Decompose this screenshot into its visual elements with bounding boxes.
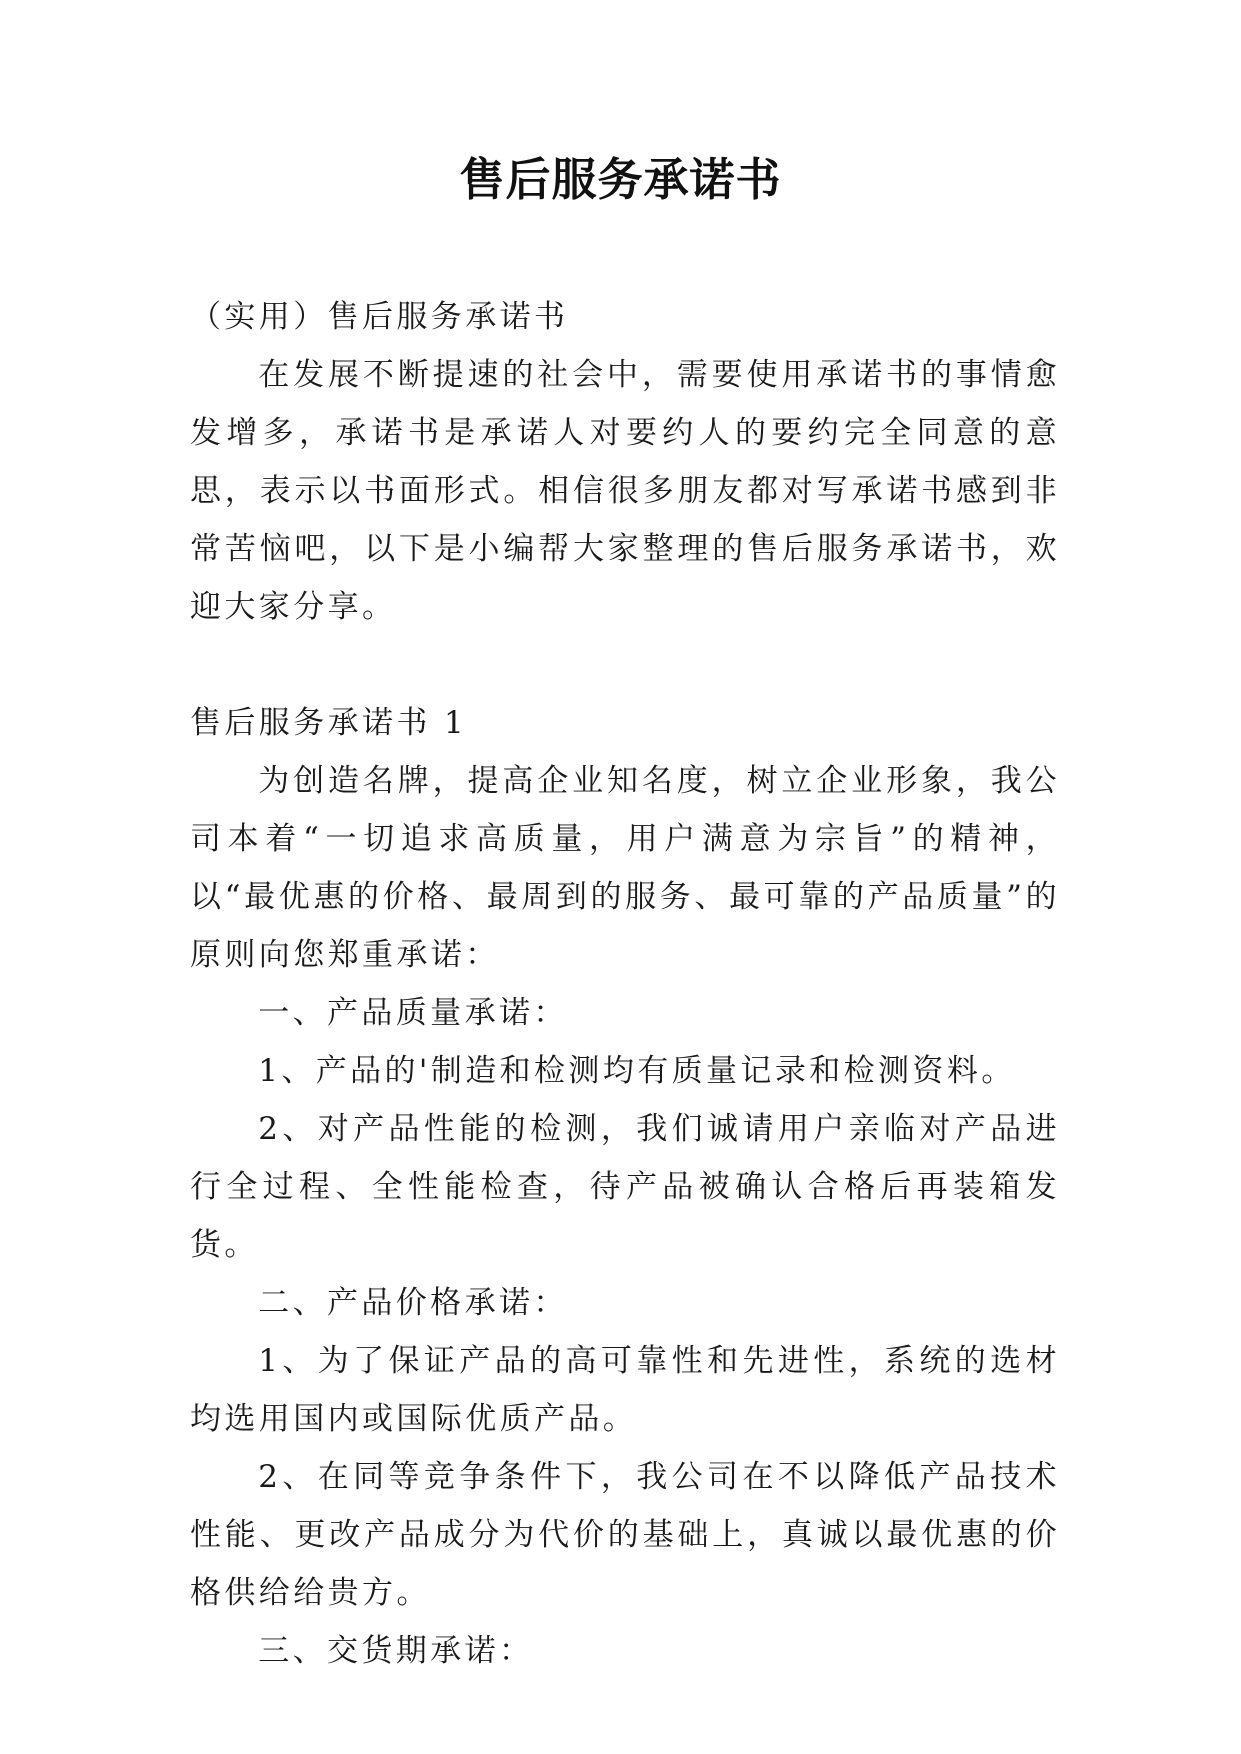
price-item-1: 1、为了保证产品的高可靠性和先进性，系统的选材均选用国内或国际优质产品。 (190, 1343, 1060, 1437)
price-heading: 二、产品价格承诺： (258, 1285, 568, 1321)
quality-item-2: 2、对产品性能的检测，我们诚请用户亲临对产品进行全过程、全性能检查，待产品被确认合格后再装箱发货。 (190, 1111, 1060, 1263)
intro-paragraph: 在发展不断提速的社会中，需要使用承诺书的事情愈发增多，承诺书是承诺人对要约人的要约完全同意的意思，表示以书面形式。相信很多朋友都对写承诺书感到非常苦恼吧，以下是小编帮大家整理的售后服务承诺书，欢迎大家分享。 (190, 357, 1060, 625)
document-subtitle: （实用）售后服务承诺书 (190, 299, 569, 335)
quality-heading: 一、产品质量承诺： (258, 995, 568, 1031)
quality-item-1: 1、产品的'制造和检测均有质量记录和检测资料。 (258, 1053, 1016, 1089)
delivery-heading: 三、交货期承诺： (258, 1633, 534, 1669)
document-body (190, 288, 1060, 1680)
section-heading: 售后服务承诺书 1 (190, 705, 468, 741)
commitment-paragraph: 为创造名牌，提高企业知名度，树立企业形象，我公司本着“一切追求高质量，用户满意为宗旨”的精神，以“最优惠的价格、最周到的服务、最可靠的产品质量”的原则向您郑重承诺： (190, 763, 1060, 973)
document-title: 售后服务承诺书 (459, 153, 782, 206)
price-item-2: 2、在同等竞争条件下，我公司在不以降低产品技术性能、更改产品成分为代价的基础上，真诚以最优惠的价格供给给贵方。 (190, 1459, 1060, 1611)
